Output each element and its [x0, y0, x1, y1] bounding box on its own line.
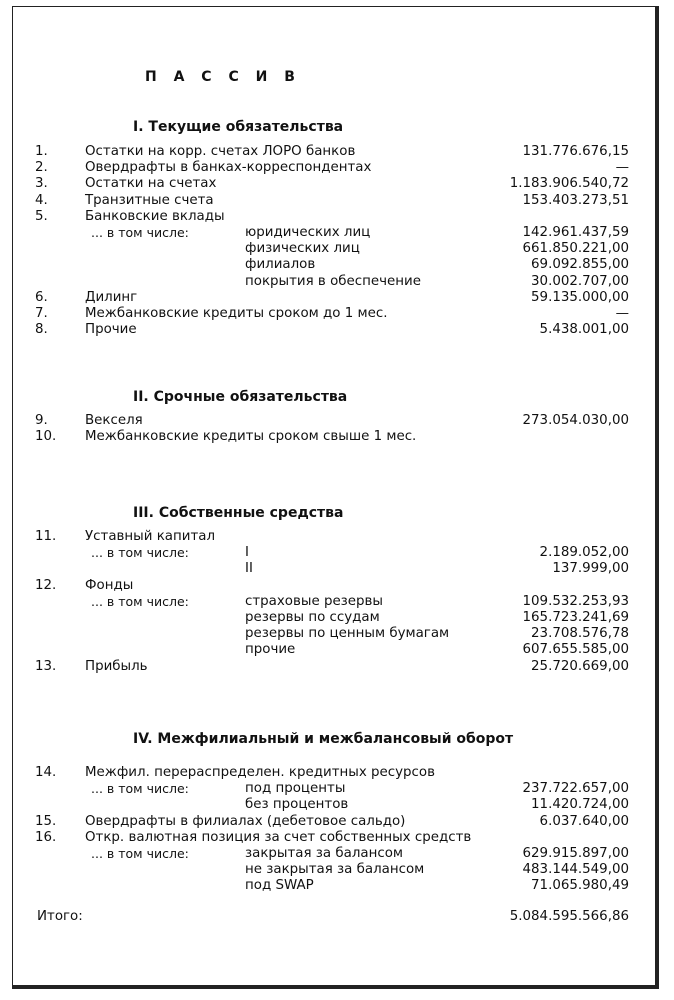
- table-row: [13, 413, 655, 429]
- including-label: ... в том числе:: [91, 781, 189, 797]
- section-heading: I. Текущие обязательства: [133, 119, 344, 135]
- row-value: 30.002.707,00: [531, 273, 629, 289]
- row-label: Откр. валютная позиция за счет собственных средств: [85, 829, 472, 845]
- row-value: 69.092.855,00: [531, 257, 629, 273]
- row-label: Остатки на корр. счетах ЛОРО банков: [85, 144, 356, 159]
- table-row: [13, 814, 655, 830]
- row-value: 11.420.724,00: [531, 797, 629, 813]
- row-number: 12.: [35, 577, 57, 593]
- table-row: [13, 830, 655, 846]
- sub-item-label: страховые резервы: [245, 593, 384, 609]
- row-label: Транзитные счета: [85, 192, 214, 208]
- sub-item-label: закрытая за балансом: [245, 846, 404, 861]
- sub-item-label: под проценты: [245, 781, 346, 797]
- table-row: [13, 659, 655, 675]
- sub-item-label: II: [245, 561, 253, 577]
- row-label: Фонды: [85, 577, 134, 593]
- row-value: 6.037.640,00: [539, 813, 629, 829]
- row-value: 237.722.657,00: [522, 781, 629, 797]
- including-label: ... в том числе:: [91, 593, 189, 609]
- table-row: [13, 626, 655, 642]
- row-number: 7.: [35, 306, 48, 321]
- sub-item-label: без процентов: [245, 797, 349, 813]
- row-number: 2.: [35, 160, 48, 176]
- table-row: [13, 144, 655, 160]
- including-label: ... в том числе:: [91, 225, 189, 240]
- row-number: 11.: [35, 529, 57, 544]
- row-value: 273.054.030,00: [522, 413, 629, 428]
- row-value: 71.065.980,49: [531, 878, 629, 894]
- sub-item-label: резервы по ценным бумагам: [245, 626, 450, 642]
- row-value: 483.144.549,00: [522, 862, 629, 878]
- table-row: [13, 290, 655, 306]
- row-value: 25.720.669,00: [531, 658, 629, 674]
- sub-item-label: юридических лиц: [245, 225, 371, 240]
- row-number: 1.: [35, 144, 48, 159]
- row-value: 142.961.437,59: [522, 225, 629, 240]
- table-row: [13, 274, 655, 290]
- row-label: Уставный капитал: [85, 529, 216, 544]
- row-label: Межбанковские кредиты сроком свыше 1 мес.: [85, 429, 417, 445]
- table-row: [13, 322, 655, 338]
- row-number: 5.: [35, 208, 48, 224]
- row-label: Остатки на счетах: [85, 176, 217, 192]
- row-value: 131.776.676,15: [522, 144, 629, 159]
- table-row: [13, 225, 655, 241]
- table-row: [13, 594, 655, 610]
- row-number: 13.: [35, 658, 57, 674]
- sub-item-label: филиалов: [245, 257, 316, 273]
- sub-item-label: резервы по ссудам: [245, 610, 380, 625]
- table-row: [13, 176, 655, 192]
- row-value: 165.723.241,69: [522, 610, 629, 625]
- table-row: [13, 160, 655, 176]
- row-label: Межфил. перераспределен. кредитных ресурсов: [85, 765, 436, 780]
- table-row: [13, 561, 655, 577]
- row-value: 59.135.000,00: [531, 289, 629, 305]
- row-value: 2.189.052,00: [539, 545, 629, 561]
- row-value: 153.403.273,51: [522, 192, 629, 208]
- row-number: 14.: [35, 765, 57, 780]
- row-value: 629.915.897,00: [522, 846, 629, 861]
- document-page: [12, 6, 659, 989]
- row-number: 15.: [35, 813, 57, 829]
- row-label: Овердрафты в филиалах (дебетовое сальдо): [85, 813, 406, 829]
- row-value: —: [615, 160, 629, 176]
- sub-item-label: покрытия в обеспечение: [245, 273, 421, 289]
- section-heading: IV. Межфилиальный и межбалансовый оборот: [133, 731, 514, 747]
- sub-item-label: под SWAP: [245, 878, 314, 894]
- row-number: 3.: [35, 176, 48, 192]
- row-number: 9.: [35, 413, 48, 428]
- row-number: 10.: [35, 429, 57, 445]
- row-label: Дилинг: [85, 289, 138, 305]
- row-value: 137.999,00: [552, 561, 629, 577]
- row-value: 109.532.253,93: [522, 593, 629, 609]
- row-number: 8.: [35, 322, 48, 338]
- table-row: [13, 781, 655, 797]
- row-number: 4.: [35, 192, 48, 208]
- row-value: 661.850.221,00: [522, 241, 629, 257]
- section-heading: II. Срочные обязательства: [133, 389, 348, 405]
- sub-item-label: не закрытая за балансом: [245, 862, 425, 878]
- row-label: Прибыль: [85, 658, 148, 674]
- sub-item-label: физических лиц: [245, 241, 360, 257]
- row-label: Овердрафты в банках-корреспондентах: [85, 160, 372, 176]
- row-value: 5.438.001,00: [539, 322, 629, 338]
- sub-item-label: I: [245, 545, 249, 561]
- row-value: 1.183.906.540,72: [509, 176, 629, 192]
- sub-item-label: прочие: [245, 642, 296, 658]
- row-number: 16.: [35, 829, 57, 845]
- row-label: Прочие: [85, 322, 137, 338]
- section-heading: III. Собственные средства: [133, 505, 344, 521]
- table-row: [13, 862, 655, 878]
- table-row: [13, 545, 655, 561]
- table-row: [13, 578, 655, 594]
- table-row: [13, 765, 655, 781]
- total-label: Итого:: [37, 909, 83, 924]
- total-row: [13, 909, 655, 925]
- table-row: [13, 257, 655, 273]
- table-row: [13, 878, 655, 894]
- row-label: Векселя: [85, 413, 143, 428]
- row-value: —: [615, 306, 629, 321]
- total-value: 5.084.595.566,86: [509, 909, 629, 924]
- row-number: 6.: [35, 289, 48, 305]
- table-row: [13, 306, 655, 322]
- row-value: 607.655.585,00: [522, 642, 629, 658]
- table-row: [13, 642, 655, 658]
- row-label: Банковские вклады: [85, 208, 225, 224]
- table-row: [13, 193, 655, 209]
- table-row: [13, 610, 655, 626]
- including-label: ... в том числе:: [91, 545, 189, 561]
- row-label: Межбанковские кредиты сроком до 1 мес.: [85, 306, 388, 321]
- including-label: ... в том числе:: [91, 846, 189, 861]
- table-row: [13, 529, 655, 545]
- table-row: [13, 241, 655, 257]
- table-row: [13, 797, 655, 813]
- table-row: [13, 846, 655, 862]
- table-row: [13, 209, 655, 225]
- page-title: П А С С И В: [145, 69, 301, 85]
- row-value: 23.708.576,78: [531, 626, 629, 642]
- table-row: [13, 429, 655, 445]
